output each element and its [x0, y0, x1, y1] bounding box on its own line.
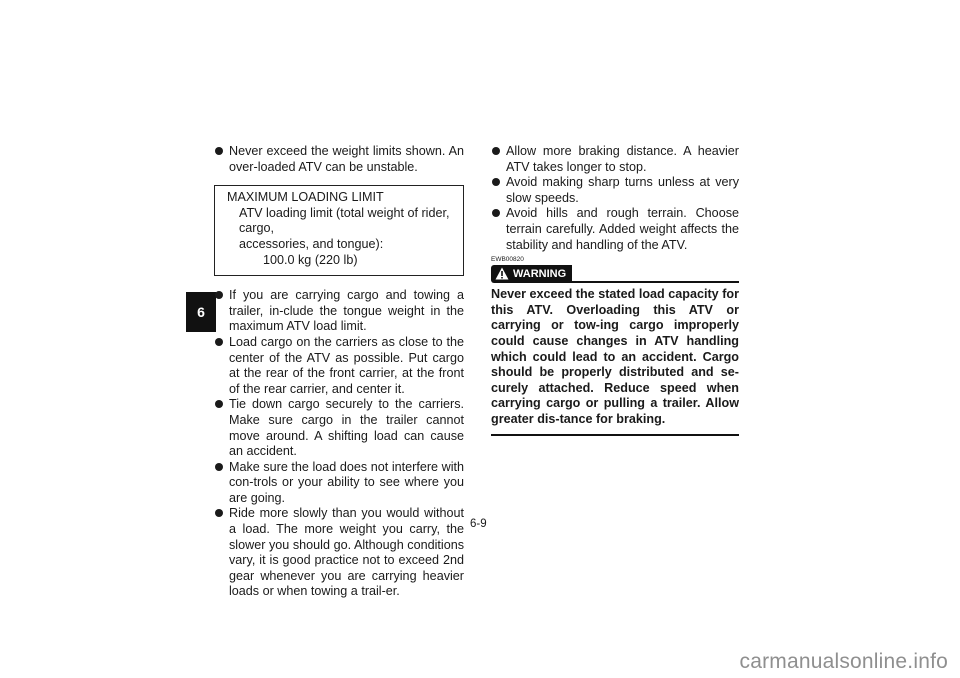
bullet-icon — [492, 147, 500, 155]
warning-label: WARNING — [513, 267, 567, 280]
warning-code: EWB00820 — [491, 256, 524, 264]
left-column — [214, 144, 464, 600]
bullet-icon — [215, 338, 223, 346]
bullet-text: Make sure the load does not interfere with con-trols or your ability to see where you are going. — [229, 459, 464, 505]
bullet-icon — [215, 400, 223, 408]
section-tab: 6 — [186, 292, 216, 332]
limit-description: ATV loading limit (total weight of rider, cargo, — [239, 205, 450, 236]
bullet-icon — [492, 178, 500, 186]
bullet-text: Avoid making sharp turns unless at very slow speeds. — [506, 175, 739, 205]
bullet-text: Load cargo on the carriers as close to the center of the ATV as possible. Put cargo at the rear of the front carrier, at the front of the rear carrier, and center it. — [229, 334, 464, 396]
list-item — [214, 506, 464, 600]
bullet-icon — [215, 291, 223, 299]
warning-text: Never exceed the stated load capacity for this ATV. Overloading this ATV or carrying or tow-ing cargo improperly could cause changes in ATV handling which could lead to an accident. Cargo should be properly distributed and se-curely attached. Reduce speed when carrying cargo or pulling a trailer. Allow greater dis-tance for braking. — [491, 287, 739, 435]
list-item — [214, 335, 464, 397]
bullet-icon — [215, 147, 223, 155]
list-item — [214, 460, 464, 507]
bullet-text: Allow more braking distance. A heavier ATV takes longer to stop. — [506, 144, 739, 174]
bullet-text: Tie down cargo securely to the carriers. Make sure cargo in the trailer cannot move around. A shifting load can cause an accident. — [229, 397, 464, 459]
bullet-text: Never exceed the weight limits shown. An over-loaded ATV can be unstable. — [229, 144, 464, 174]
loading-limit-box — [214, 185, 464, 276]
bullet-icon — [215, 463, 223, 471]
bullet-text: If you are carrying cargo and towing a trailer, in-clude the tongue weight in the maximum ATV load limit. — [229, 288, 464, 334]
list-item — [491, 175, 739, 206]
warning-divider — [572, 281, 739, 283]
limit-value: 100.0 kg (220 lb) — [263, 252, 358, 267]
page-number: 6-9 — [470, 518, 487, 530]
bullet-icon — [215, 509, 223, 517]
right-column — [491, 144, 739, 436]
list-item — [491, 206, 739, 253]
list-item — [214, 288, 464, 335]
limit-description-cont: accessories, and tongue): — [239, 236, 384, 251]
bullet-icon — [492, 209, 500, 217]
list-item — [214, 144, 464, 175]
bullet-text: Avoid hills and rough terrain. Choose terrain carefully. Added weight affects the stability and handling of the ATV. — [506, 206, 739, 252]
list-item — [491, 144, 739, 175]
watermark: carmanualsonline.info — [739, 650, 948, 673]
warning-header — [491, 265, 739, 283]
bullet-text: Ride more slowly than you would without a load. The more weight you carry, the slower you should go. Although conditions vary, it is good practice not to exceed 2nd gear whenever you are carrying heavier loads or when towing a trail-er. — [229, 506, 464, 599]
warning-badge — [491, 265, 572, 283]
warning-triangle-icon — [495, 267, 509, 280]
list-item — [214, 397, 464, 459]
limit-title: MAXIMUM LOADING LIMIT — [227, 190, 384, 205]
